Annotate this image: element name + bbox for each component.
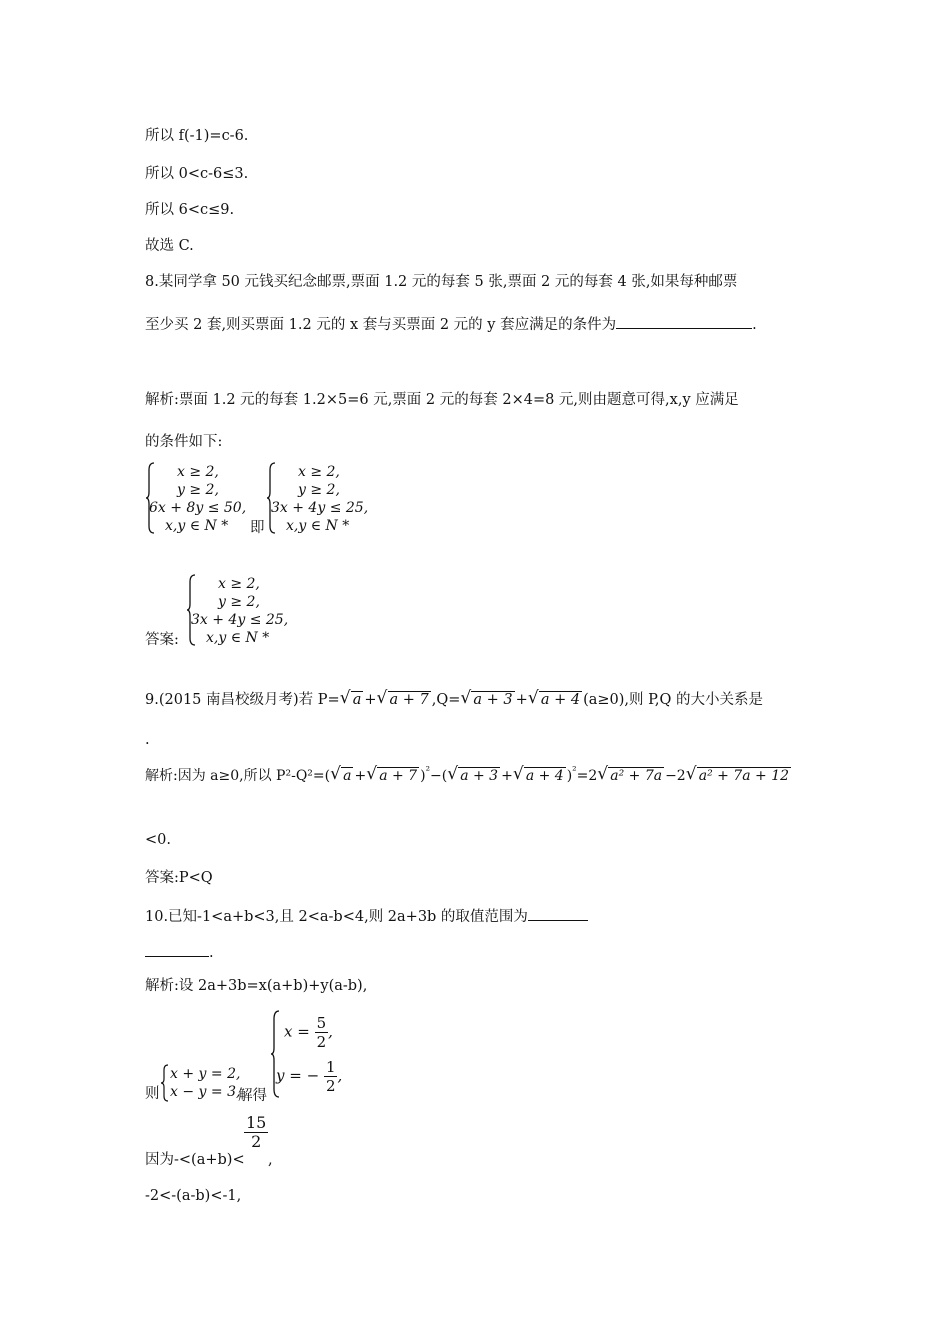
- q-label: ,Q=: [431, 692, 461, 708]
- radical-a-plus-4: a + 4: [525, 768, 564, 784]
- inequality-system-answer: [186, 574, 306, 650]
- system-2-row-3: 3x + 4y ≤ 25,: [271, 500, 369, 516]
- left-brace: [186, 574, 196, 646]
- solution-9-result: <0.: [145, 832, 171, 848]
- word-jiede: 解得: [238, 1088, 267, 1104]
- system-3-row-4: x,y ∈ N *: [206, 630, 270, 646]
- radical-a-plus-7: a + 7: [379, 768, 418, 784]
- question-10: [145, 906, 588, 927]
- answer-label: 答案:: [145, 632, 179, 648]
- system-1-row-1: x ≥ 2,: [177, 464, 219, 480]
- inequality-system-2: [266, 462, 386, 538]
- text-line-1: 所以 f(-1)=c-6.: [145, 128, 249, 144]
- comma: ,: [337, 1066, 343, 1085]
- system-3-row-1: x ≥ 2,: [218, 576, 260, 592]
- radical-a-plus-7: a + 7: [389, 692, 429, 708]
- x-equals: x =: [284, 1022, 310, 1041]
- radical-a-plus-3: a + 3: [473, 692, 513, 708]
- answer-blank: [616, 314, 752, 329]
- comma: ,: [328, 1022, 333, 1041]
- solution-8-line-2: 的条件如下:: [145, 434, 223, 450]
- answer-9: 答案:P<Q: [145, 870, 213, 886]
- system-1-row-4: x,y ∈ N *: [165, 518, 229, 534]
- square-mark: ²: [425, 764, 430, 777]
- system-2-row-1: x ≥ 2,: [298, 464, 340, 480]
- system-3-row-2: y ≥ 2,: [218, 594, 260, 610]
- fraction-denominator: 2: [251, 1132, 262, 1151]
- solution-y: [276, 1058, 342, 1095]
- comma: ,: [268, 1152, 273, 1168]
- radical-a: a: [352, 692, 362, 708]
- equation-row-1: x + y = 2,: [170, 1066, 241, 1082]
- left-brace: [266, 462, 276, 534]
- radical-a: a: [343, 768, 352, 784]
- text-line-3: 所以 6<c≤9.: [145, 202, 235, 218]
- fraction-numerator: 1: [325, 1058, 336, 1076]
- radical-a-plus-3: a + 3: [460, 768, 499, 784]
- solution-9-prefix: 解析:因为 a≥0,所以 P²-Q²=(: [145, 768, 331, 784]
- radical-a2-plus-7a: a² + 7a: [610, 768, 663, 784]
- minus-two: −2: [665, 768, 686, 784]
- plus-sign: +: [364, 692, 377, 708]
- fraction-numerator: 5: [316, 1014, 327, 1032]
- question-10-dot: .: [209, 945, 214, 961]
- equals-two: =2: [576, 768, 598, 784]
- question-9-dot: .: [145, 732, 150, 748]
- plus-sign: +: [501, 768, 513, 784]
- word-ji: 即: [250, 520, 265, 536]
- left-brace: [145, 462, 155, 534]
- solution-system: [270, 1010, 360, 1100]
- solution-10-last: -2<-(a-b)<-1,: [145, 1188, 242, 1204]
- question-9-condition: (a≥0),则 P,Q 的大小关系是: [583, 692, 764, 708]
- question-8-end: .: [752, 317, 757, 333]
- system-1-row-2: y ≥ 2,: [177, 482, 219, 498]
- question-9: [145, 690, 763, 710]
- square-mark: ²: [572, 764, 577, 777]
- word-ze: 则: [145, 1086, 160, 1102]
- solution-10-line-1: 解析:设 2a+3b=x(a+b)+y(a-b),: [145, 978, 368, 994]
- question-9-prefix: 9.(2015 南昌校级月考)若 P=: [145, 692, 340, 708]
- because-text: 因为-<(a+b)<: [145, 1152, 245, 1168]
- radical-a-plus-4: a + 4: [540, 692, 581, 708]
- system-2-row-4: x,y ∈ N *: [286, 518, 350, 534]
- question-10-line-2: [145, 942, 214, 963]
- fraction-denominator: 2: [316, 1033, 327, 1051]
- system-2-row-2: y ≥ 2,: [298, 482, 340, 498]
- question-8-text: 至少买 2 套,则买票面 1.2 元的 x 套与买票面 2 元的 y 套应满足的条件为: [145, 317, 617, 333]
- left-brace: [160, 1064, 169, 1102]
- fraction-denominator: 2: [325, 1077, 336, 1095]
- question-8-line-1: 8.某同学拿 50 元钱买纪念邮票,票面 1.2 元的每套 5 张,票面 2 元的每套 4 张,如果每种邮票: [145, 274, 738, 290]
- solution-8-line-1: 解析:票面 1.2 元的每套 1.2×5=6 元,票面 2 元的每套 2×4=8 元,则由题意可得,x,y 应满足: [145, 392, 739, 408]
- text-line-4: 故选 C.: [145, 238, 194, 254]
- inequality-system-1: [145, 462, 265, 538]
- question-8-line-2: [145, 314, 757, 335]
- radical-a2-plus-7a-plus-12: a² + 7a + 12: [698, 768, 790, 784]
- equation-row-2: x − y = 3,: [170, 1084, 241, 1100]
- system-3-row-3: 3x + 4y ≤ 25,: [191, 612, 289, 628]
- answer-blank: [528, 906, 588, 921]
- minus-open: −(: [429, 768, 448, 784]
- plus-sign: +: [515, 692, 528, 708]
- solution-9: 解析:因为 a≥0,所以 P²-Q²=(√ a +√ a + 7 )$^{^2}$−(√ a + 3 +√ a + 4 )$^{^2}$=2√ a² + 7a −2√ a² + 7a + 12: [145, 766, 792, 787]
- system-1-row-3: 6x + 8y ≤ 50,: [149, 500, 247, 516]
- text-line-2: 所以 0<c-6≤3.: [145, 166, 249, 182]
- fraction-numerator: 15: [246, 1113, 267, 1132]
- solution-x: [284, 1014, 333, 1051]
- answer-blank: [145, 942, 209, 957]
- plus-sign: +: [354, 768, 367, 784]
- solution-10-because: [145, 1150, 245, 1170]
- question-10-text: 10.已知-1<a+b<3,且 2<a-b<4,则 2a+3b 的取值范围为: [145, 909, 528, 925]
- y-equals: y = −: [276, 1066, 320, 1085]
